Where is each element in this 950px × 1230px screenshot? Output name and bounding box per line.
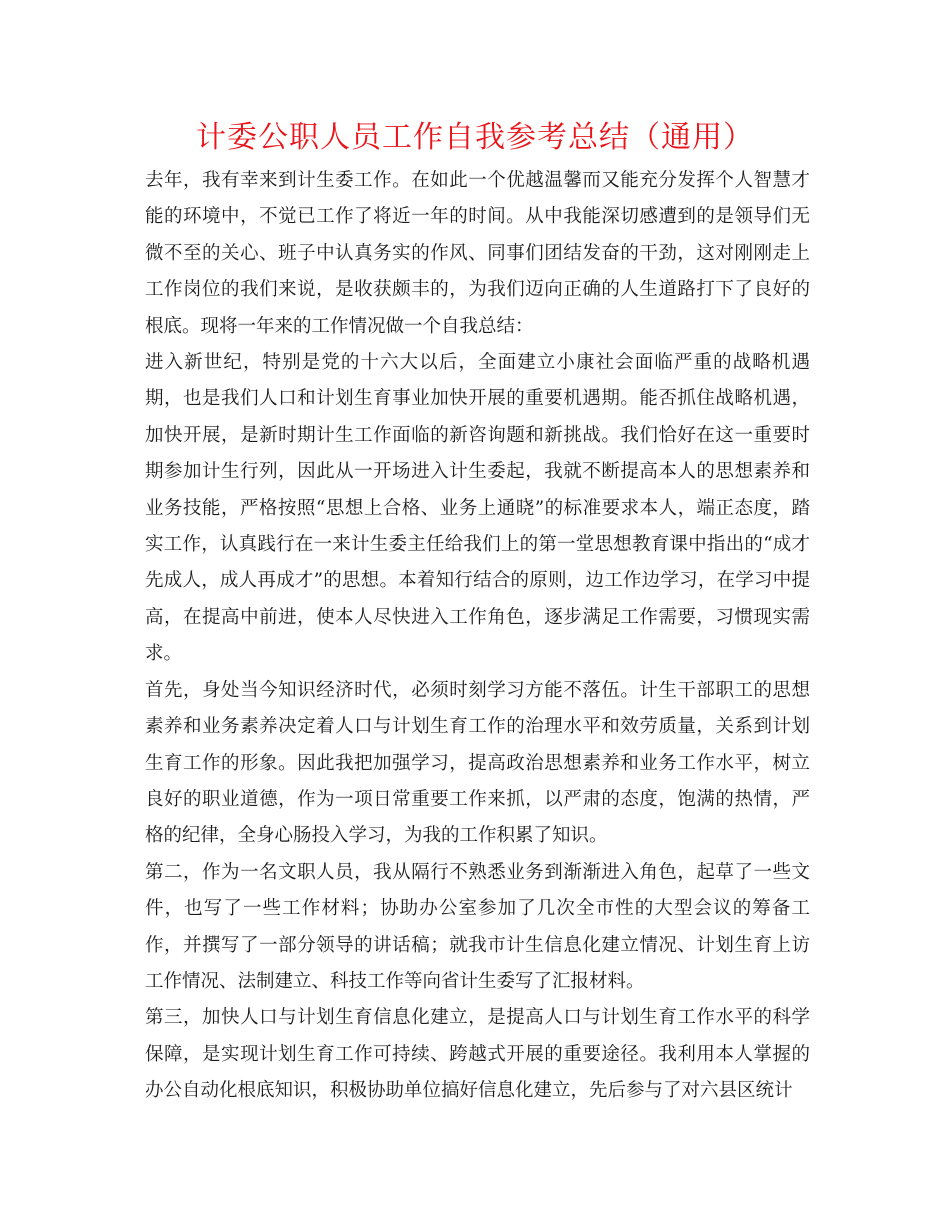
document-body [145, 163, 810, 1110]
paragraph-intro: 去年，我有幸来到计生委工作。在如此一个优越温馨而又能充分发挥个人智慧才能的环境中，不觉已工作了将近一年的时间。从中我能深切感遭到的是领导们无微不至的关心、班子中认真务实的作风、同事们团结发奋的干劲，这对刚刚走上工作岗位的我们来说，是收获颇丰的，为我们迈向正确的人生道路打下了良好的根底。现将一年来的工作情况做一个自我总结： [145, 170, 810, 337]
paragraph-new-century: 进入新世纪，特别是党的十六大以后，全面建立小康社会面临严重的战略机遇期，也是我们人口和计划生育事业加快开展的重要机遇期。能否抓住战略机遇，加快开展，是新时期计生工作面临的新咨询题和新挑战。我们恰好在这一重要时期参加计生行列，因此从一开场进入计生委起，我就不断提高本人的思想素养和业务技能，严格按照“思想上合格、业务上通晓”的标准要求本人，端正态度，踏实工作，认真践行在一来计生委主任给我们上的第一堂思想教育课中指出的“成才先成人，成人再成才”的思想。本着知行结合的原则，边工作边学习，在学习中提高，在提高中前进，使本人尽快进入工作角色，逐步满足工作需要，习惯现实需求。 [145, 352, 810, 665]
document-title: 计委公职人员工作自我参考总结（通用） [196, 120, 754, 155]
paragraph-third: 第三，加快人口与计划生育信息化建立，是提高人口与计划生育工作水平的科学保障，是实现计划生育工作可持续、跨越式开展的重要途径。我利用本人掌握的办公自动化根底知识，积极协助单位搞好信息化建立，先后参与了对六县区统计 [145, 1007, 810, 1102]
paragraph-first: 首先，身处当今知识经济时代，必须时刻学习方能不落伍。计生干部职工的思想素养和业务素养决定着人口与计划生育工作的治理水平和效劳质量，关系到计划生育工作的形象。因此我把加强学习，提高政治思想素养和业务工作水平，树立良好的职业道德，作为一项日常重要工作来抓，以严肃的态度，饱满的热情，严格的纪律，全身心肠投入学习，为我的工作积累了知识。 [145, 679, 810, 847]
paragraph-second: 第二，作为一名文职人员，我从隔行不熟悉业务到渐渐进入角色，起草了一些文件，也写了一些工作材料；协助办公室参加了几次全市性的大型会议的筹备工作，并撰写了一部分领导的讲话稿；就我市计生信息化建立情况、计划生育上访工作情况、法制建立、科技工作等向省计生委写了汇报材料。 [145, 861, 810, 992]
